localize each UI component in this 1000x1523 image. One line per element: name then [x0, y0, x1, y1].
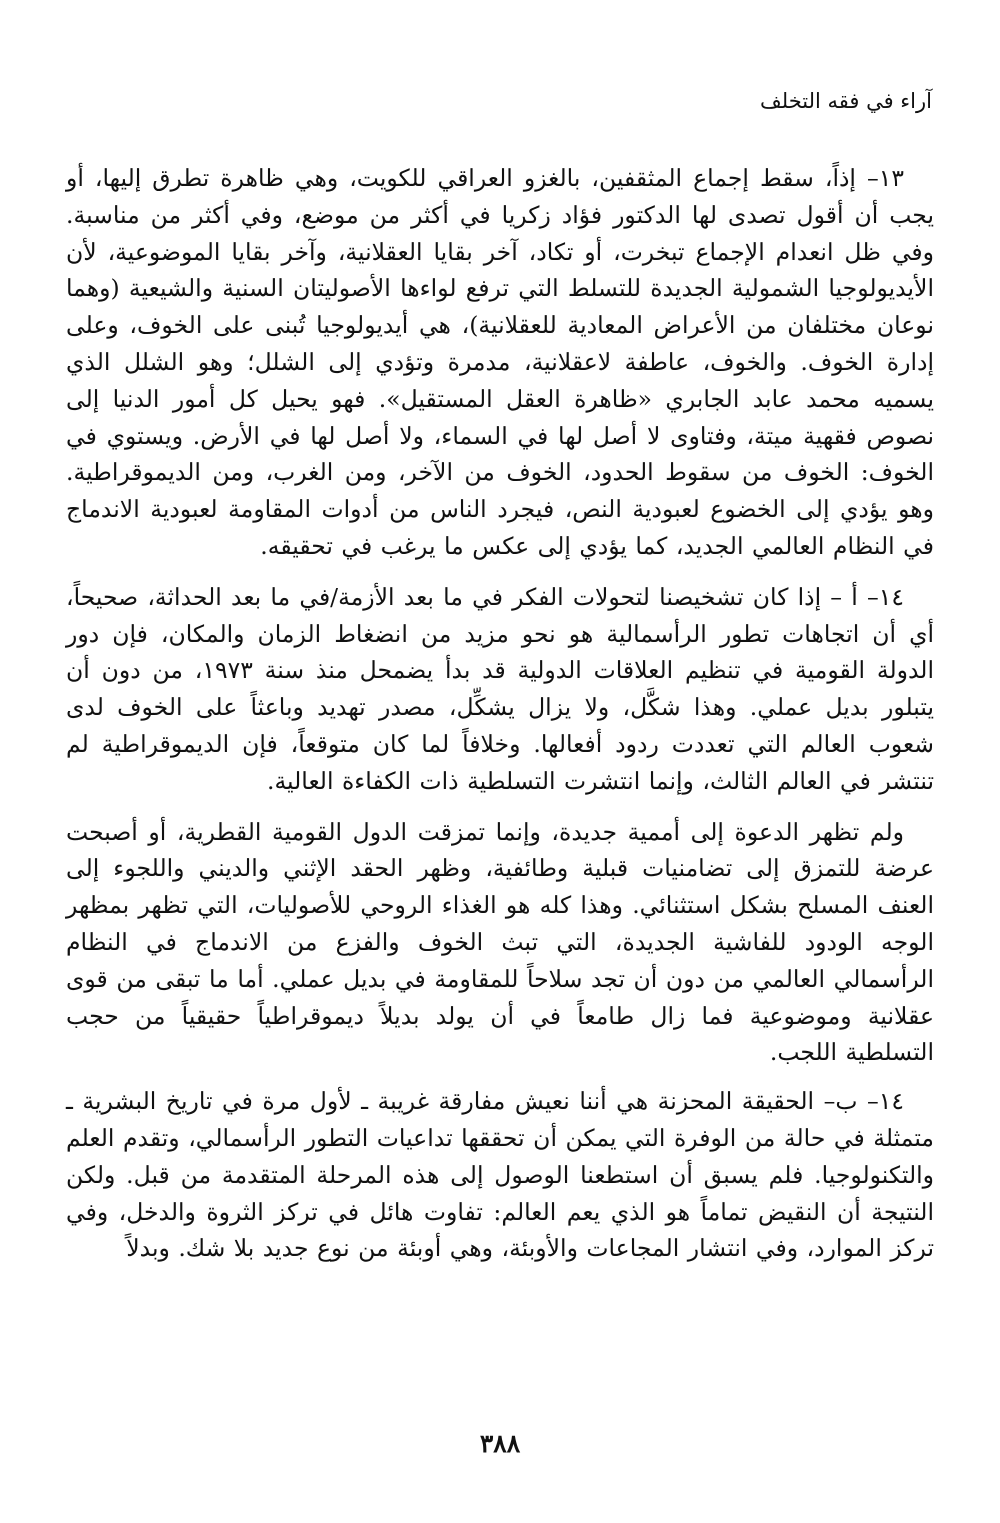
body-text [66, 160, 934, 1267]
paragraph-13: ١٣– إذاً، سقط إجماع المثقفين، بالغزو العراقي للكويت، وهي ظاهرة تطرق إليها، أو يجب أن أقول تصدى لها الدكتور فؤاد زكريا في أكثر من موضع، وفي أكثر من مناسبة. وفي ظل انعدام الإجماع تبخرت، أو تكاد، آخر بقايا العقلانية، وآخر بقايا الموضوعية، لأن الأيديولوجيا الشمولية الجديدة للتسلط التي ترفع لواءها الأصوليتان السنية والشيعية (وهما نوعان مختلفان من الأعراض المعادية للعقلانية)، هي أيديولوجيا تُبنى على الخوف، وعلى إدارة الخوف. والخوف، عاطفة لاعقلانية، مدمرة وتؤدي إلى الشلل؛ وهو الشلل الذي يسميه محمد عابد الجابري «ظاهرة العقل المستقيل». فهو يحيل كل أمور الدنيا إلى نصوص فقهية ميتة، وفتاوى لا أصل لها في السماء، ولا أصل لها في الأرض. ويستوي في الخوف: الخوف من سقوط الحدود، الخوف من الآخر، ومن الغرب، ومن الديموقراطية. وهو يؤدي إلى الخضوع لعبودية النص، فيجرد الناس من أدوات المقاومة لعبودية الاندماج في النظام العالمي الجديد، كما يؤدي إلى عكس ما يرغب في تحقيقه. [66, 164, 934, 560]
paragraph-14b: ١٤– ب– الحقيقة المحزنة هي أننا نعيش مفارقة غريبة ـ لأول مرة في تاريخ البشرية ـ متمثلة في حالة من الوفرة التي يمكن أن تحققها تداعيات التطور الرأسمالي، وتقدم العلم والتكنولوجيا. فلم يسبق أن استطعنا الوصول إلى هذه المرحلة المتقدمة من قبل. ولكن النتيجة أن النقيض تماماً هو الذي يعم العالم: تفاوت هائل في تركز الثروة والدخل، وفي تركز الموارد، وفي انتشار المجاعات والأوبئة، وهي أوبئة من نوع جديد بلا شك. وبدلاً [66, 1087, 934, 1263]
paragraph-14a-continued: ولم تظهر الدعوة إلى أممية جديدة، وإنما تمزقت الدول القومية القطرية، أو أصبحت عرضة للتمزق إلى تضامنيات قبلية وطائفية، وظهر الحقد الإثني والديني واللجوء إلى العنف المسلح بشكل استثنائي. وهذا كله هو الغذاء الروحي للأصوليات، التي تظهر بمظهر الوجه الودود للفاشية الجديدة، التي تبث الخوف والفزع من الاندماج في النظام الرأسمالي العالمي من دون أن تجد سلاحاً للمقاومة في بديل عملي. أما ما تبقى من قوى عقلانية وموضوعية فما زال طامعاً في أن يولد بديلاً ديموقراطياً حقيقياً من حجب التسلطية اللجب. [66, 817, 934, 1067]
paragraph-14a: ١٤– أ – إذا كان تشخيصنا لتحولات الفكر في ما بعد الأزمة/في ما بعد الحداثة، صحيحاً، أي أن اتجاهات تطور الرأسمالية هو نحو مزيد من انضغاط الزمان والمكان، فإن دور الدولة القومية في تنظيم العلاقات الدولية قد بدأ يضمحل منذ سنة ١٩٧٣، من دون أن يتبلور بديل عملي. وهذا شكَّل، ولا يزال يشكِّل، مصدر تهديد وباعثاً على الخوف لدى شعوب العالم التي تعددت ردود أفعالها. وخلافاً لما كان متوقعاً، فإن الديموقراطية لم تنتشر في العالم الثالث، وإنما انتشرت التسلطية ذات الكفاءة العالية. [66, 582, 934, 795]
running-header-title: آراء في فقه التخلف [760, 89, 932, 113]
page-number: ٣٨٨ [479, 1429, 521, 1458]
